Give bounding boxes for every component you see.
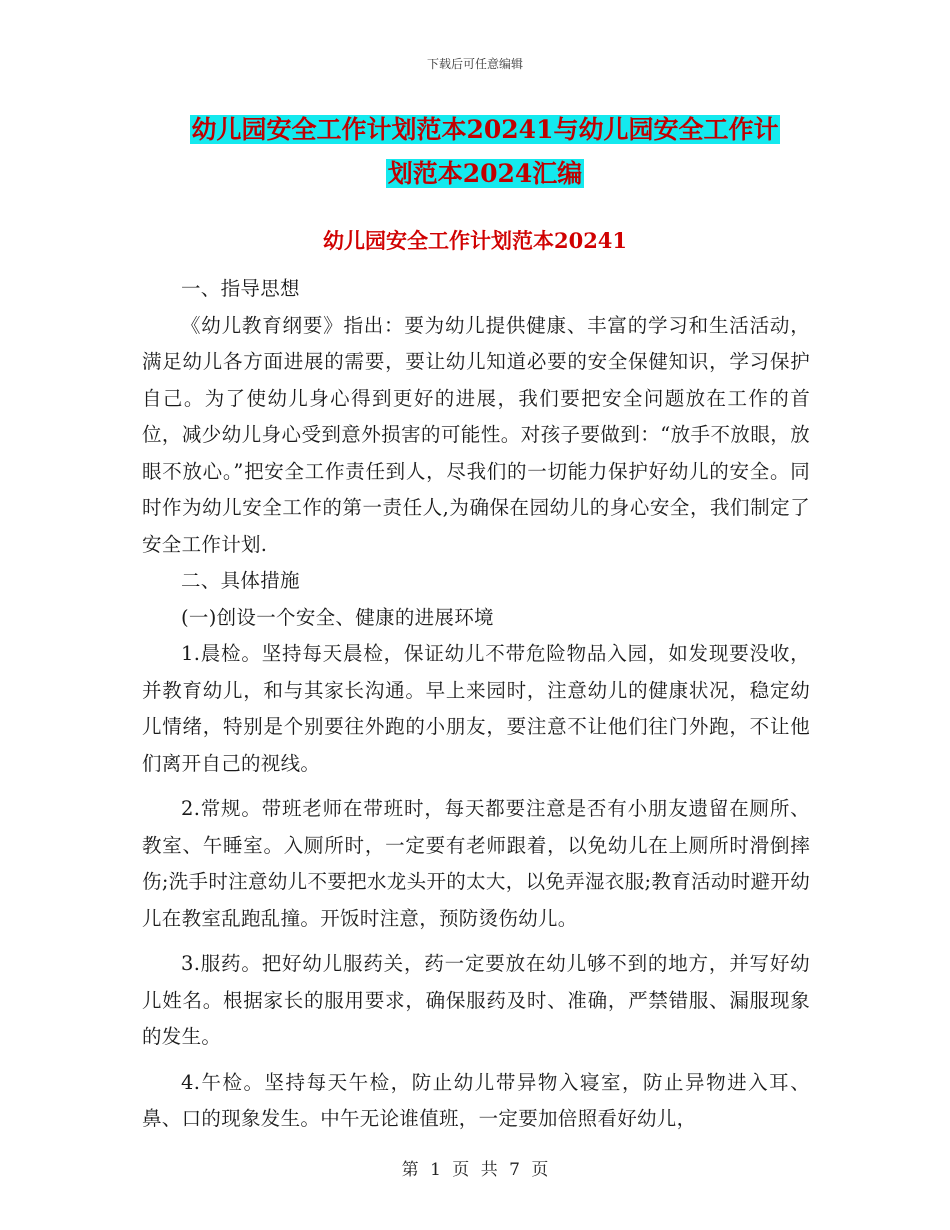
paragraph-noon-check: 4.午检。坚持每天午检，防止幼儿带异物入寝室，防止异物进入耳、鼻、口的现象发生。中午无论谁值班，一定要加倍照看好幼儿，	[142, 1070, 810, 1130]
paragraph-routine: 2.常规。带班老师在带班时，每天都要注意是否有小朋友遗留在厕所、教室、午睡室。入厕所时，一定要有老师跟着，以免幼儿在上厕所时滑倒摔伤;洗手时注意幼儿不要把水龙头开的太大，以免弄湿衣服;教育活动时避开幼儿在教室乱跑乱撞。开饭时注意，预防烫伤幼儿。	[142, 797, 810, 930]
title-line-1: 幼儿园安全工作计划范本20241与幼儿园安全工作计	[191, 115, 779, 144]
heading-specific-measures: 二、具体措施	[181, 569, 300, 592]
title-line-2: 划范本2024汇编	[387, 159, 583, 188]
document-body	[142, 271, 810, 1138]
subheading-environment: (一)创设一个安全、健康的进展环境	[181, 605, 494, 629]
document-title	[140, 108, 830, 196]
header-note: 下载后可任意编辑	[426, 57, 523, 71]
paragraph-morning-check: 1.晨检。坚持每天晨检，保证幼儿不带危险物品入园，如发现要没收，并教育幼儿，和与其家长沟通。早上来园时，注意幼儿的健康状况，稳定幼儿情绪，特别是个别要往外跑的小朋友，要注意不让他们往门外跑，不让他们离开自己的视线。	[142, 642, 810, 775]
paragraph-guiding-ideology: 《幼儿教育纲要》指出：要为幼儿提供健康、丰富的学习和生活活动，满足幼儿各方面进展的需要，要让幼儿知道必要的安全保健知识，学习保护自己。为了使幼儿身心得到更好的进展，我们要把安全问题放在工作的首位，减少幼儿身心受到意外损害的可能性。对孩子要做到：“放手不放眼，放眼不放心。”把安全工作责任到人，尽我们的一切能力保护好幼儿的安全。同时作为幼儿安全工作的第一责任人,为确保在园幼儿的身心安全，我们制定了安全工作计划.	[142, 313, 810, 556]
page-footer: 第 1 页 共 7 页	[401, 1160, 549, 1180]
paragraph-medication: 3.服药。把好幼儿服药关，药一定要放在幼儿够不到的地方，并写好幼儿姓名。根据家长的服用要求，确保服药及时、准确，严禁错服、漏服现象的发生。	[142, 952, 810, 1048]
section-title: 幼儿园安全工作计划范本20241	[322, 228, 628, 253]
heading-guiding-ideology: 一、指导思想	[181, 277, 300, 300]
